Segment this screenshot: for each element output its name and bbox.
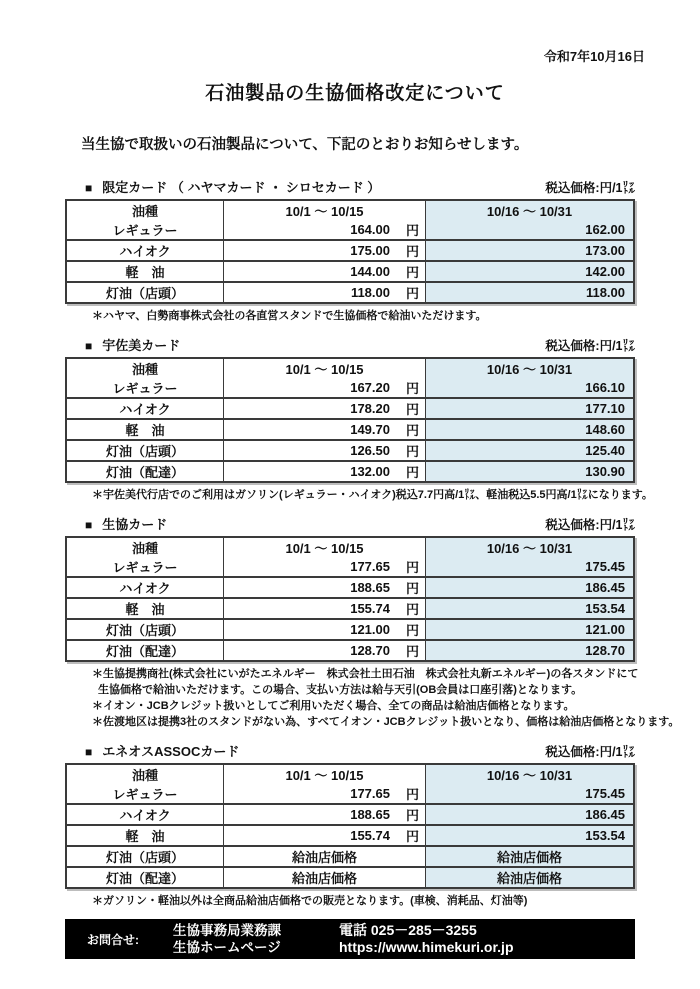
yen-suffix: 円 [405, 444, 419, 459]
contact-phone: 電話 025－285－3255 [339, 922, 477, 938]
price-table [65, 199, 635, 304]
table-header-row [67, 359, 633, 378]
intro-text: 当生協で取扱いの石油製品について、下記のとおりお知らせします。 [81, 137, 529, 153]
table-body [67, 378, 633, 481]
table-body [67, 784, 633, 887]
notes [92, 666, 680, 730]
price-before-cell [223, 557, 426, 576]
price-after-cell: 130.90 [426, 462, 633, 481]
yen-suffix: 円 [405, 381, 419, 396]
price-before-cell [223, 641, 426, 660]
column-header-after: 10/16 ～ 10/31 [426, 201, 633, 220]
price-before-cell [223, 805, 426, 824]
yen-suffix: 円 [405, 465, 419, 480]
price-before-value: 177.65 [350, 786, 390, 801]
price-before-cell [223, 399, 426, 418]
bullet-square-icon: ■ [85, 745, 93, 759]
column-header-before: 10/1 ～ 10/15 [223, 765, 426, 784]
price-before-cell [223, 378, 426, 397]
card-section-usami [65, 338, 653, 503]
column-header-after: 10/16 ～ 10/31 [426, 765, 633, 784]
price-before-cell [223, 441, 426, 460]
price-before-value: 155.74 [350, 828, 390, 843]
fuel-type-cell: レギュラー [112, 787, 178, 802]
section-header [65, 338, 635, 354]
yen-suffix: 円 [405, 829, 419, 844]
table-row [67, 439, 633, 460]
column-header-before: 10/1 ～ 10/15 [223, 538, 426, 557]
card-section-limited [65, 180, 635, 324]
card-section-title: 限定カード （ ハヤマカード ・ シロセカード ） [102, 180, 381, 195]
section-header [65, 180, 635, 196]
note-line: ＊宇佐美代行店でのご利用はガソリン(レギュラー・ハイオク)税込7.7円高/1㍑、軽油税込5.5円高/1㍑になります。 [92, 489, 653, 501]
price-after-cell: 給油店価格 [426, 847, 633, 866]
price-before-value: 132.00 [350, 464, 390, 479]
section-title-wrap [65, 514, 167, 533]
fuel-type-cell: 軽 油 [125, 829, 165, 844]
price-before-cell [223, 283, 426, 302]
table-row [67, 803, 633, 824]
price-before-value: 188.65 [350, 580, 390, 595]
note-line: ＊ガソリン・軽油以外は全商品給油店価格での販売となります。(車検、消耗品、灯油等) [92, 895, 528, 907]
price-after-cell: 173.00 [426, 241, 633, 260]
price-after-cell: 186.45 [426, 578, 633, 597]
price-after-cell: 186.45 [426, 805, 633, 824]
column-header-fuel: 油種 [131, 204, 158, 219]
price-after-cell: 175.45 [426, 557, 633, 576]
price-unit-label: 税込価格:円/1㍑ [545, 339, 635, 353]
fuel-type-cell: 灯油（配達） [105, 871, 184, 886]
price-after-cell: 175.45 [426, 784, 633, 803]
yen-suffix: 円 [405, 560, 419, 575]
price-before-cell: 給油店価格 [223, 847, 426, 866]
card-section-title: エネオスASSOCカード [102, 744, 240, 759]
price-after-cell: 118.00 [426, 283, 633, 302]
price-before-cell [223, 620, 426, 639]
price-after-cell: 153.54 [426, 826, 633, 845]
price-before-value: 128.70 [350, 643, 390, 658]
price-before-cell [223, 462, 426, 481]
price-before-cell [223, 599, 426, 618]
table-row [67, 460, 633, 481]
price-table [65, 536, 635, 662]
yen-suffix: 円 [405, 423, 419, 438]
fuel-type-cell: 軽 油 [125, 602, 165, 617]
price-before-value: 175.00 [350, 243, 390, 258]
section-title-wrap [65, 335, 180, 354]
fuel-type-cell: 灯油（店頭） [105, 850, 184, 865]
table-row [67, 281, 633, 302]
fuel-type-cell: ハイオク [119, 244, 171, 259]
table-row [67, 418, 633, 439]
price-before-cell [223, 220, 426, 239]
section-header [65, 744, 635, 760]
price-before-cell [223, 262, 426, 281]
fuel-type-cell: 軽 油 [125, 423, 165, 438]
fuel-type-cell: 灯油（店頭） [105, 286, 184, 301]
contact-footer-bar [65, 919, 635, 959]
price-before-cell [223, 578, 426, 597]
notes [92, 893, 635, 909]
homepage-label: 生協ホームページ [173, 940, 281, 955]
table-header-row [67, 201, 633, 220]
card-section-title: 生協カード [102, 517, 168, 532]
table-row [67, 784, 633, 803]
table-row [67, 557, 633, 576]
card-section-eneos-assoc [65, 744, 635, 909]
fuel-type-cell: レギュラー [112, 223, 178, 238]
price-before-cell [223, 241, 426, 260]
note-line: ＊生協提携商社(株式会社にいがたエネルギー 株式会社土田石油 株式会社丸新エネルギー)の各スタンドにて [92, 668, 639, 680]
column-header-before: 10/1 ～ 10/15 [223, 359, 426, 378]
card-section-seikyo [65, 517, 680, 730]
table-row [67, 597, 633, 618]
yen-suffix: 円 [405, 402, 419, 417]
bullet-square-icon: ■ [85, 339, 93, 353]
price-before-value: 178.20 [350, 401, 390, 416]
contact-label: お問合せ: [87, 932, 139, 947]
section-title-wrap [65, 741, 239, 760]
table-row [67, 845, 633, 866]
price-before-value: 121.00 [350, 622, 390, 637]
yen-suffix: 円 [405, 286, 419, 301]
table-header-row [67, 765, 633, 784]
price-after-cell: 125.40 [426, 441, 633, 460]
yen-suffix: 円 [405, 808, 419, 823]
column-header-after: 10/16 ～ 10/31 [426, 538, 633, 557]
table-body [67, 220, 633, 302]
yen-suffix: 円 [405, 244, 419, 259]
notes [92, 308, 635, 324]
price-before-value: 164.00 [350, 222, 390, 237]
fuel-type-cell: 軽 油 [125, 265, 165, 280]
contact-detail-column [339, 922, 514, 956]
fuel-type-cell: レギュラー [112, 381, 178, 396]
price-after-cell: 128.70 [426, 641, 633, 660]
column-header-fuel: 油種 [131, 362, 158, 377]
bullet-square-icon: ■ [85, 518, 93, 532]
note-line: ＊ハヤマ、白勢商事株式会社の各直営スタンドで生協価格で給油いただけます。 [92, 310, 487, 322]
document-date: 令和7年10月16日 [543, 49, 645, 64]
price-after-cell: 177.10 [426, 399, 633, 418]
price-table [65, 763, 635, 889]
column-header-fuel: 油種 [131, 541, 158, 556]
table-row [67, 824, 633, 845]
table-row [67, 618, 633, 639]
price-after-cell: 給油店価格 [426, 868, 633, 887]
table-row [67, 397, 633, 418]
price-before-value: 144.00 [350, 264, 390, 279]
table-row [67, 576, 633, 597]
price-after-cell: 166.10 [426, 378, 633, 397]
price-unit-label: 税込価格:円/1㍑ [545, 181, 635, 195]
note-line: 生協価格で給油いただけます。この場合、支払い方法は給与天引(OB会員は口座引落)となります。 [98, 684, 583, 696]
section-header [65, 517, 635, 533]
column-header-fuel: 油種 [131, 768, 158, 783]
yen-suffix: 円 [405, 602, 419, 617]
notes [92, 487, 653, 503]
table-row [67, 378, 633, 397]
price-before-value: 149.70 [350, 422, 390, 437]
price-unit-label: 税込価格:円/1㍑ [545, 745, 635, 759]
price-before-cell: 給油店価格 [223, 868, 426, 887]
price-before-value: 126.50 [350, 443, 390, 458]
yen-suffix: 円 [405, 644, 419, 659]
yen-suffix: 円 [405, 623, 419, 638]
column-header-before: 10/1 ～ 10/15 [223, 201, 426, 220]
fuel-type-cell: ハイオク [119, 402, 171, 417]
fuel-type-cell: ハイオク [119, 581, 171, 596]
price-after-cell: 148.60 [426, 420, 633, 439]
price-before-value: 177.65 [350, 559, 390, 574]
section-title-wrap [65, 177, 380, 196]
price-table [65, 357, 635, 483]
table-header-row [67, 538, 633, 557]
table-row [67, 866, 633, 887]
note-line: ＊イオン・JCBクレジット扱いとしてご利用いただく場合、全ての商品は給油店価格となります。 [92, 700, 575, 712]
price-before-cell [223, 784, 426, 803]
fuel-type-cell: 灯油（店頭） [105, 623, 184, 638]
fuel-type-cell: 灯油（店頭） [105, 444, 184, 459]
price-before-value: 188.65 [350, 807, 390, 822]
fuel-type-cell: ハイオク [119, 808, 171, 823]
yen-suffix: 円 [405, 223, 419, 238]
price-unit-label: 税込価格:円/1㍑ [545, 518, 635, 532]
table-body [67, 557, 633, 660]
price-before-value: 167.20 [350, 380, 390, 395]
price-before-value: 118.00 [350, 285, 390, 300]
homepage-url: https://www.himekuri.or.jp [339, 939, 514, 955]
price-before-cell [223, 420, 426, 439]
fuel-type-cell: 灯油（配達） [105, 644, 184, 659]
price-before-value: 155.74 [350, 601, 390, 616]
contact-org-column [173, 922, 311, 956]
column-header-after: 10/16 ～ 10/31 [426, 359, 633, 378]
yen-suffix: 円 [405, 265, 419, 280]
table-row [67, 239, 633, 260]
yen-suffix: 円 [405, 787, 419, 802]
price-after-cell: 153.54 [426, 599, 633, 618]
fuel-type-cell: 灯油（配達） [105, 465, 184, 480]
table-row [67, 639, 633, 660]
price-before-cell [223, 826, 426, 845]
bullet-square-icon: ■ [85, 181, 93, 195]
page-title: 石油製品の生協価格改定について [205, 83, 505, 104]
yen-suffix: 円 [405, 581, 419, 596]
note-line: ＊佐渡地区は提携3社のスタンドがない為、すべてイオン・JCBクレジット扱いとなり、価格は給油店価格となります。 [92, 716, 680, 728]
fuel-type-cell: レギュラー [112, 560, 178, 575]
contact-department: 生協事務局業務課 [173, 923, 281, 938]
table-row [67, 220, 633, 239]
price-after-cell: 142.00 [426, 262, 633, 281]
card-section-title: 宇佐美カード [102, 338, 181, 353]
table-row [67, 260, 633, 281]
price-after-cell: 121.00 [426, 620, 633, 639]
price-after-cell: 162.00 [426, 220, 633, 239]
